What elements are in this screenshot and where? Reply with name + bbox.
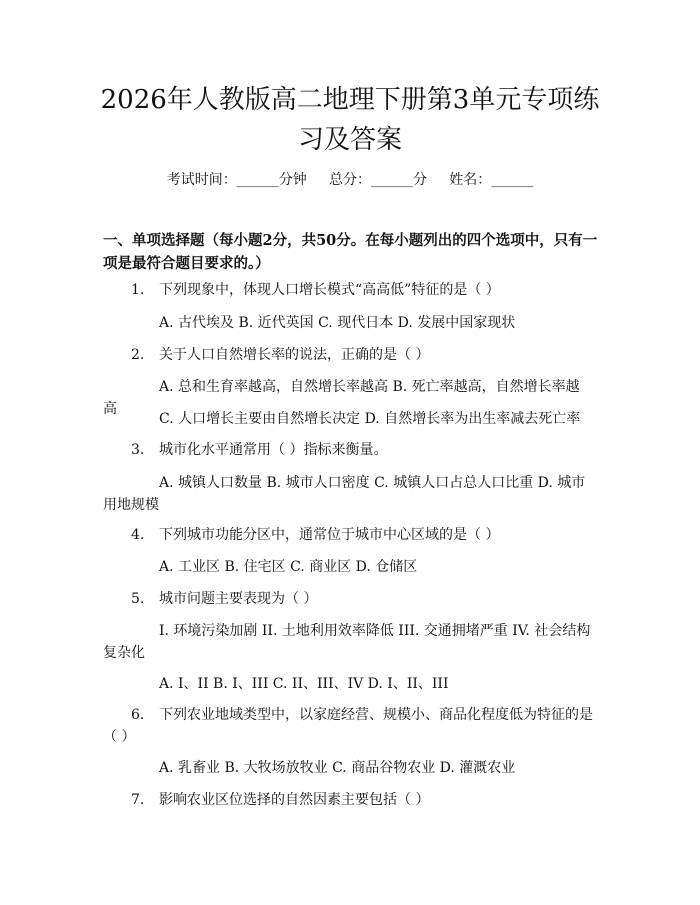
question-4 <box>103 524 593 546</box>
option-line: A. I、II B. I、III C. II、III、IV D. I、II、III <box>159 676 449 692</box>
question-number: 2. <box>131 347 145 363</box>
question-stem: 下列现象中，体现人口增长模式“高高低”特征的是（ ） <box>159 282 500 298</box>
question-number: 6. <box>131 707 145 723</box>
question-number: 1. <box>131 282 145 298</box>
question-stem: 关于人口自然增长率的说法，正确的是（ ） <box>159 347 430 363</box>
question-4-options <box>103 556 593 578</box>
question-6 <box>103 704 593 748</box>
option-line: A. 古代埃及 B. 近代英国 C. 现代日本 D. 发展中国家现状 <box>159 315 516 331</box>
document-title: 2026年人教版高二地理下册第3单元专项练习及答案 <box>100 85 600 155</box>
option-line: A. 城镇人口数量 B. 城市人口密度 C. 城镇人口占总人口比重 D. 城市用地规模 <box>103 475 586 513</box>
question-1-options <box>103 312 593 334</box>
question-stem: 城市化水平通常用（ ）指标来衡量。 <box>159 442 388 458</box>
option-line: C. 人口增长主要由自然增长决定 D. 自然增长率为出生率减去死亡率 <box>159 411 581 427</box>
question-5-statements <box>103 620 593 664</box>
question-stem: 城市问题主要表现为（ ） <box>159 591 318 607</box>
question-1 <box>103 279 593 301</box>
question-stem: 下列农业地域类型中，以家庭经营、规模小、商品化程度低为特征的是（ ） <box>103 707 593 745</box>
question-number: 4. <box>131 527 145 543</box>
question-stem: 下列城市功能分区中，通常位于城市中心区域的是（ ） <box>159 527 500 543</box>
question-number: 3. <box>131 442 145 458</box>
question-5-options <box>103 673 593 695</box>
section-heading-single-choice: 一、单项选择题（每小题2分，共50分。在每小题列出的四个选项中，只有一项是最符合题目要求的。） <box>103 232 598 272</box>
option-line: A. 总和生育率越高，自然增长率越高 B. 死亡率越高，自然增长率越高 <box>103 379 580 417</box>
question-stem: 影响农业区位选择的自然因素主要包括（ ） <box>159 792 430 808</box>
question-2-options-c-d <box>103 408 593 430</box>
question-number: 5. <box>131 591 145 607</box>
question-5 <box>103 588 593 610</box>
exam-info-line: 考试时间：______分钟 总分：______分 姓名：______ <box>166 172 534 188</box>
question-number: 7. <box>131 792 145 808</box>
option-line: A. 乳畜业 B. 大牧场放牧业 C. 商品谷物农业 D. 灌溉农业 <box>159 760 516 776</box>
option-line: A. 工业区 B. 住宅区 C. 商业区 D. 仓储区 <box>159 559 418 575</box>
question-2 <box>103 344 593 366</box>
question-7 <box>103 789 593 811</box>
question-6-options <box>103 757 593 779</box>
option-line: I. 环境污染加剧 II. 土地利用效率降低 III. 交通拥堵严重 IV. 社会结构复杂化 <box>103 623 591 661</box>
question-3-options <box>103 472 593 516</box>
question-3 <box>103 439 593 461</box>
